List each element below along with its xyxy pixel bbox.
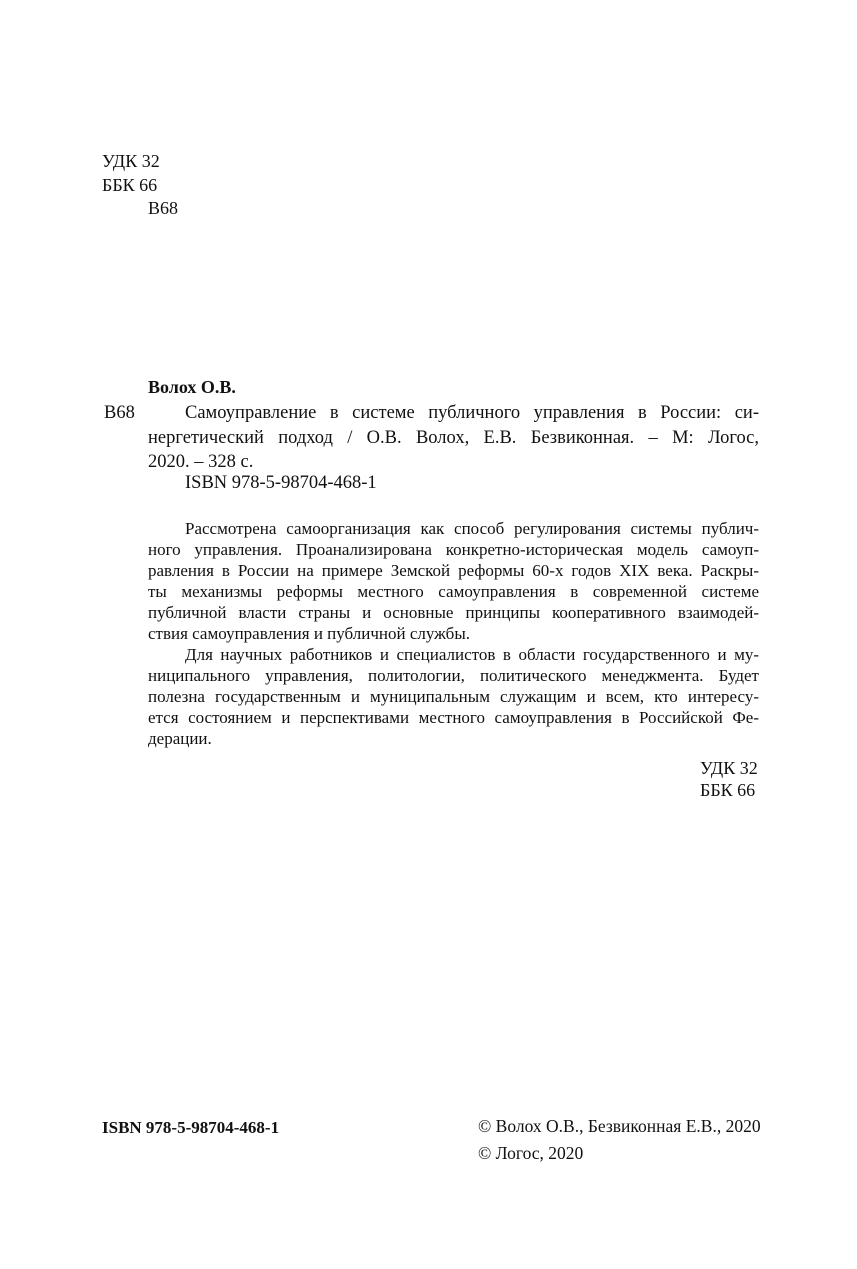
annotation-line: полезна государственным и муниципальным служащим и всем, кто интересу- [148, 687, 759, 706]
udk-code: УДК 32 [700, 758, 758, 778]
annotation-line: Для научных работников и специалистов в области государственного и му- [185, 645, 759, 664]
annotation-line: равления в России на примере Земской реформы 60-х годов XIX века. Раскры- [148, 561, 759, 580]
udk-code: УДК 32 [102, 151, 160, 171]
annotation-line: дерации. [148, 729, 212, 748]
annotation-line: Рассмотрена самоорганизация как способ регулирования системы публич- [185, 519, 759, 538]
entry-author-mark: В68 [104, 403, 135, 423]
entry-isbn: ISBN 978-5-98704-468-1 [185, 473, 377, 493]
copyright-authors: © Волох О.В., Безвиконная Е.В., 2020 [478, 1116, 761, 1136]
annotation-line: ного управления. Проанализирована конкретно-историческая модель самоуп- [148, 540, 759, 559]
author-mark: В68 [148, 198, 179, 218]
annotation-line: ниципального управления, политологии, политического менеджмента. Будет [148, 666, 759, 685]
bbk-code: ББК 66 [700, 780, 756, 800]
entry-title-line: нергетический подход / О.В. Волох, Е.В. Безвиконная. – М: Логос, [148, 428, 759, 448]
annotation-line: ется состоянием и перспективами местного самоуправления в Российской Фе- [148, 708, 759, 727]
bbk-code: ББК 66 [102, 175, 158, 195]
copyright-publisher: © Логос, 2020 [478, 1143, 584, 1163]
entry-title-line: Самоуправление в системе публичного управления в России: си- [185, 403, 759, 423]
annotation-line: ты механизмы реформы местного самоуправления в современной системе [148, 582, 759, 601]
entry-author: Волох О.В. [148, 377, 236, 397]
footer-isbn: ISBN 978-5-98704-468-1 [102, 1118, 280, 1137]
entry-title-line: 2020. – 328 с. [148, 452, 254, 472]
annotation-line: ствия самоуправления и публичной службы. [148, 624, 470, 643]
annotation-line: публичной власти страны и основные принципы кооперативного взаимодей- [148, 603, 759, 622]
